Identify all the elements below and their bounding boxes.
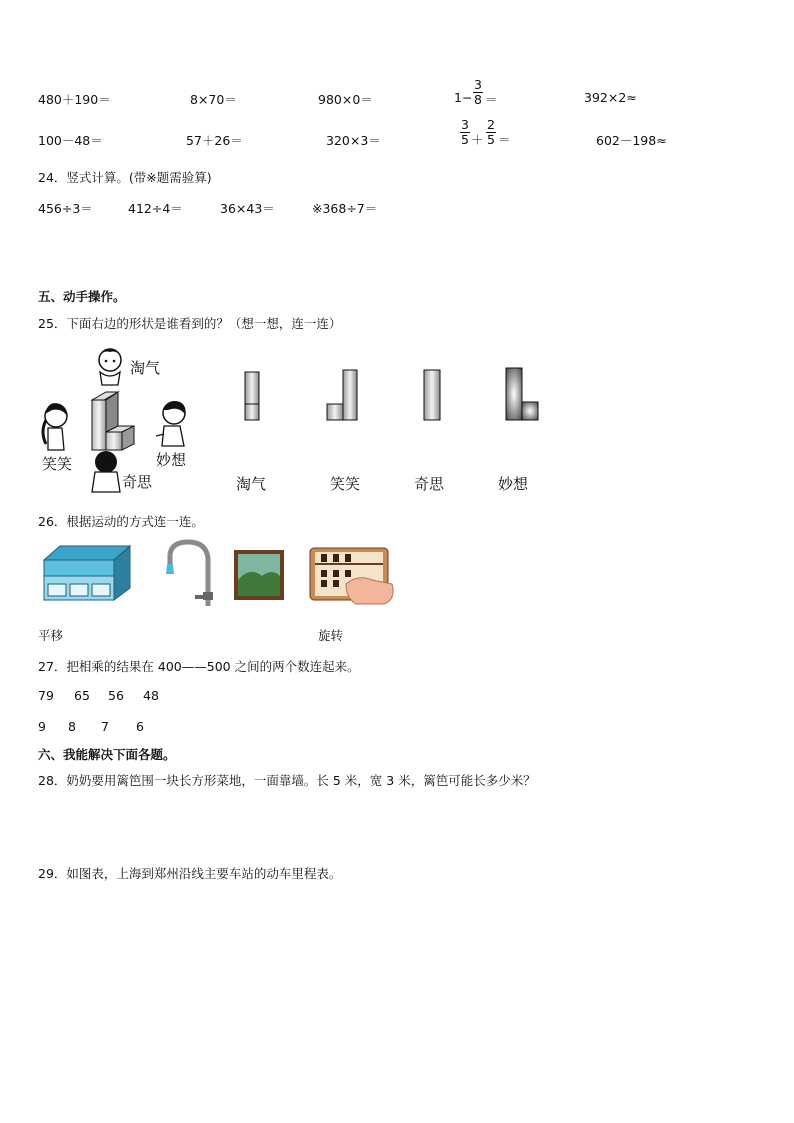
kid-bottom-icon <box>92 451 120 492</box>
q27-num-79: 79 <box>38 688 54 703</box>
q25-views <box>230 366 550 426</box>
q28-title: 28．奶奶要用篱笆围一块长方形菜地，一面靠墙。长 5 米，宽 3 米，篱笆可能长多少米？ <box>38 773 536 788</box>
caption-4: 妙想 <box>498 475 529 493</box>
q26-title: 26．根据运动的方式连一连。 <box>38 514 204 529</box>
denominator: 5 <box>487 132 495 147</box>
oral-calc-8: 602－198≈ <box>596 133 667 148</box>
q27-num-6: 6 <box>136 719 144 734</box>
frac-eq: ＝ <box>485 92 498 107</box>
view-shape-2 <box>327 370 357 420</box>
kid-top-icon <box>99 349 121 385</box>
faucet-icon <box>166 542 213 606</box>
label-taoqi: 淘气 <box>130 359 161 377</box>
label-qisi: 奇思 <box>122 473 153 491</box>
frac-whole: 1 <box>454 90 462 105</box>
q24-item-3: 36×43＝ <box>220 201 275 216</box>
q26-pictures <box>40 540 400 615</box>
fraction-expression-1 <box>454 78 514 116</box>
numerator: 3 <box>461 117 469 132</box>
fraction <box>460 118 470 147</box>
view-shape-1 <box>245 372 259 420</box>
frac-op: − <box>462 90 473 105</box>
oral-calc-5: 100－48＝ <box>38 133 103 148</box>
label-xiaoxiao: 笑笑 <box>42 455 73 473</box>
q27-num-56: 56 <box>108 688 124 703</box>
frac-op: ＋ <box>471 132 484 147</box>
drawer-cabinet-icon <box>44 546 130 600</box>
q27-num-48: 48 <box>143 688 159 703</box>
q24-title: 24．竖式计算。(带※题需验算) <box>38 170 212 185</box>
label-miaoxiang: 妙想 <box>156 451 187 469</box>
window-picture-icon <box>234 550 284 600</box>
denominator: 8 <box>474 92 482 107</box>
caption-1: 淘气 <box>236 475 267 493</box>
caption-2: 笑笑 <box>330 475 361 493</box>
fraction <box>486 118 496 147</box>
oral-calc-7: 320×3＝ <box>326 133 381 148</box>
section5-title: 五、动手操作。 <box>38 289 126 304</box>
q25-title: 25．下面右边的形状是谁看到的？（想一想，连一连） <box>38 316 342 331</box>
q27-num-65: 65 <box>74 688 90 703</box>
oral-calc-2: 8×70＝ <box>190 92 237 107</box>
fraction-expression-2 <box>460 118 520 158</box>
view-shape-4 <box>506 368 538 420</box>
q24-item-2: 412÷4＝ <box>128 201 183 216</box>
denominator: 5 <box>461 132 469 147</box>
abacus-icon <box>310 548 393 604</box>
label-rotation: 旋转 <box>318 628 344 643</box>
q27-num-9: 9 <box>38 719 46 734</box>
q24-item-1: 456÷3＝ <box>38 201 93 216</box>
oral-calc-1: 480＋190＝ <box>38 92 111 107</box>
label-translation: 平移 <box>38 628 64 643</box>
frac-eq: ＝ <box>498 132 511 147</box>
kid-left-icon <box>43 403 67 450</box>
q27-num-7: 7 <box>101 719 109 734</box>
section6-title: 六、我能解决下面各题。 <box>38 747 176 762</box>
q25-scene <box>38 340 198 495</box>
kid-right-icon <box>156 401 185 446</box>
caption-3: 奇思 <box>414 475 445 493</box>
oral-calc-4: 392×2≈ <box>584 90 637 105</box>
fraction <box>473 78 483 107</box>
oral-calc-3: 980×0＝ <box>318 92 373 107</box>
q27-num-8: 8 <box>68 719 76 734</box>
numerator: 3 <box>474 77 482 92</box>
q29-title: 29．如图表，上海到郑州沿线主要车站的动车里程表。 <box>38 866 342 881</box>
blocks-icon <box>92 392 134 450</box>
q27-title: 27．把相乘的结果在 400——500 之间的两个数连起来。 <box>38 659 360 674</box>
view-shape-3 <box>424 370 440 420</box>
numerator: 2 <box>487 117 495 132</box>
q24-item-4: ※368÷7＝ <box>312 201 378 216</box>
oral-calc-6: 57＋26＝ <box>186 133 243 148</box>
